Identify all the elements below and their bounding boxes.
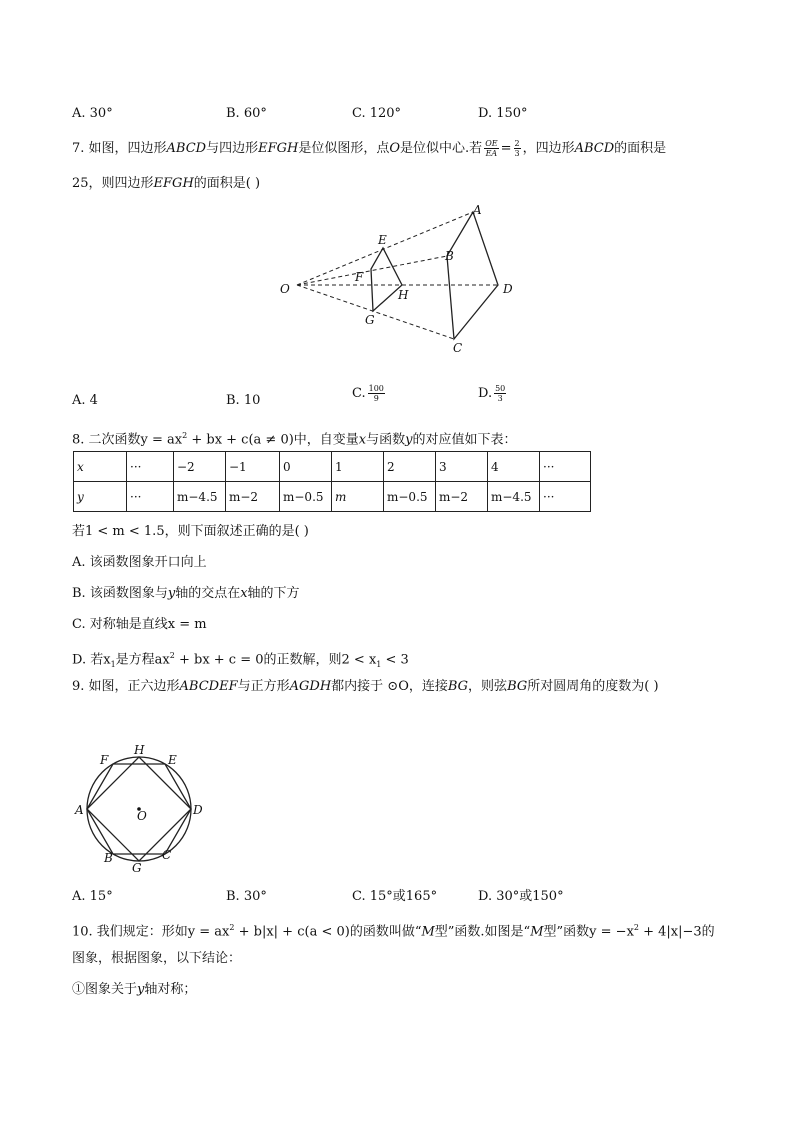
q10-text: 轴对称；: [144, 982, 197, 997]
q7-stem-line2: [72, 174, 260, 194]
subscript: 1: [110, 659, 116, 669]
subscript: 1: [376, 659, 382, 669]
q8-option-b: [72, 584, 300, 604]
q7-option-d: [478, 384, 508, 404]
q7-option-b: B. 10: [226, 393, 261, 408]
q9-text: 与正方形: [237, 679, 290, 694]
q9-inscribed-figure: [70, 735, 220, 875]
q8-text: 是方程ax: [115, 652, 170, 668]
frac-denominator: EA: [485, 149, 498, 158]
q8-option-d: [72, 646, 409, 675]
label-g: G: [365, 313, 375, 327]
q10-stem-line2: 图象，根据图象，以下结论：: [72, 951, 242, 966]
q10-text: ①图象关于: [72, 982, 138, 997]
exponent: 2: [182, 431, 188, 440]
q9-hexagon-name: ABCDEF: [179, 679, 238, 694]
frac-denominator: 9: [373, 394, 379, 403]
q8-text: 与函数: [366, 432, 406, 448]
label-d: D: [503, 282, 513, 296]
table-cell: m−4.5: [488, 482, 540, 512]
exponent: 2: [229, 923, 235, 932]
q9-text: 9. 如图，正六边形: [72, 679, 180, 694]
table-cell: m: [332, 482, 384, 512]
q8-value-table: [73, 451, 591, 512]
label-f: F: [100, 753, 109, 767]
q7-efgh: EFGH: [258, 141, 299, 156]
label-c: C: [453, 341, 463, 355]
q8-text: 轴的交点在: [175, 586, 241, 601]
q8-option-c: C. 对称轴是直线x = m: [72, 617, 207, 632]
q10-text: 10. 我们规定：形如y = ax: [72, 924, 230, 940]
label-d: D: [193, 803, 203, 817]
q8-text: 的对应值如下表：: [412, 432, 517, 448]
frac-denominator: 3: [497, 394, 503, 403]
label-a: A: [473, 203, 482, 217]
table-cell: x: [74, 452, 127, 482]
q7-text: 与四边形: [206, 141, 259, 156]
q9-chord: BG: [507, 679, 528, 694]
var-x: x: [358, 432, 367, 448]
q7-text: 7. 如图，四边形: [72, 141, 167, 156]
q8-text: < 3: [381, 652, 409, 668]
q10-m-type: M: [530, 924, 544, 940]
q7-text: ，四边形: [522, 141, 575, 156]
frac-numerator: 2: [514, 139, 520, 148]
q9-option-a: A. 15°: [72, 889, 113, 904]
q8-option-a: A. 该函数图象开口向上: [72, 555, 207, 570]
q7-fraction-oe-ea: [484, 139, 498, 158]
q7-efgh: EFGH: [153, 176, 194, 191]
ray-oc: [297, 285, 454, 339]
q9-text: 所对圆周角的度数为( ): [527, 679, 659, 694]
label-o: O: [137, 809, 147, 823]
label-a: A: [75, 803, 84, 817]
label-b: B: [104, 851, 113, 865]
frac-numerator: OE: [485, 139, 498, 148]
table-cell: ···: [127, 452, 174, 482]
label-g: G: [132, 861, 142, 875]
frac-numerator: 50: [495, 384, 506, 393]
q10-stem-line1: [72, 918, 715, 942]
table-cell: 4: [488, 452, 540, 482]
table-cell: 3: [436, 452, 488, 482]
q8-text: D. 若x: [72, 652, 111, 668]
q7-fraction-ratio: [514, 139, 521, 158]
q8-condition: 若1 < m < 1.5，则下面叙述正确的是( ): [72, 524, 309, 539]
q9-square-name: AGDH: [289, 679, 332, 694]
frac-denominator: 3: [514, 149, 520, 158]
q10-text: 型”函数.如图是“: [434, 924, 531, 940]
table-cell: m−0.5: [384, 482, 436, 512]
table-cell: ···: [540, 452, 591, 482]
table-row-x: [74, 452, 591, 482]
option-fraction: [494, 384, 506, 403]
table-cell: m−2: [226, 482, 280, 512]
table-cell: y: [74, 482, 127, 512]
q6-option-d: D. 150°: [478, 106, 528, 121]
q9-chord: BG: [447, 679, 469, 694]
q9-text: 都内接于 ⊙O，连接: [331, 679, 448, 694]
table-cell: −2: [174, 452, 226, 482]
q8-text: + bx + c = 0的正数解，则2 < x: [174, 652, 377, 668]
option-fraction: [368, 384, 385, 403]
table-cell: ···: [540, 482, 591, 512]
q9-option-c: C. 15°或165°: [352, 889, 438, 904]
q7-option-a: A. 4: [72, 393, 98, 408]
table-cell: m−2: [436, 482, 488, 512]
q6-option-a: A. 30°: [72, 106, 113, 121]
q7-abcd: ABCD: [574, 141, 615, 156]
q10-conclusion-1: [72, 980, 196, 1000]
exponent: 2: [633, 923, 639, 932]
q9-option-b: B. 30°: [226, 889, 267, 904]
label-o: O: [280, 282, 290, 296]
equals-sign: =: [500, 141, 512, 156]
q7-text: 25，则四边形: [72, 176, 154, 191]
var-y: y: [137, 982, 145, 997]
option-prefix: C.: [352, 386, 366, 401]
q7-text: 的面积是( ): [193, 176, 261, 191]
q7-text: 是位似中心.若: [400, 141, 483, 156]
q7-stem-line1: [72, 139, 666, 159]
q7-o: O: [389, 141, 401, 156]
q6-option-c: C. 120°: [352, 106, 402, 121]
q7-option-c: [352, 384, 387, 404]
q7-homothety-figure: [270, 198, 530, 358]
label-f: F: [355, 270, 364, 284]
q10-text: + 4|x|−3的: [639, 924, 715, 940]
q7-abcd: ABCD: [166, 141, 207, 156]
label-e: E: [378, 233, 387, 247]
q9-stem: [72, 677, 659, 697]
table-cell: −1: [226, 452, 280, 482]
q8-text: 8. 二次函数y = ax: [72, 432, 183, 448]
label-h: H: [134, 743, 145, 757]
q10-text: 型”函数y = −x: [543, 924, 634, 940]
label-c: C: [162, 848, 172, 862]
q10-text: + b|x| + c(a < 0)的函数叫做“: [234, 924, 422, 940]
q8-stem: [72, 426, 517, 450]
label-e: E: [168, 753, 177, 767]
table-cell: 1: [332, 452, 384, 482]
label-h: H: [398, 288, 409, 302]
q8-text: + bx + c(a ≠ 0)中，自变量: [187, 432, 359, 448]
table-cell: 0: [280, 452, 332, 482]
exponent: 2: [169, 651, 175, 660]
quad-abcd: [447, 212, 498, 339]
q9-option-d: D. 30°或150°: [478, 889, 564, 904]
q7-text: 的面积是: [614, 141, 667, 156]
table-cell: 2: [384, 452, 436, 482]
q8-text: 轴的下方: [247, 586, 300, 601]
var-y: y: [405, 432, 413, 448]
frac-numerator: 100: [368, 384, 384, 393]
label-b: B: [445, 249, 454, 263]
q9-text: ，则弦: [468, 679, 508, 694]
q6-option-b: B. 60°: [226, 106, 267, 121]
q10-m-type: M: [421, 924, 435, 940]
q8-text: B. 该函数图象与: [72, 586, 168, 601]
table-row-y: [74, 482, 591, 512]
option-prefix: D.: [478, 386, 493, 401]
table-cell: m−0.5: [280, 482, 332, 512]
q7-text: 是位似图形，点: [298, 141, 390, 156]
table-cell: ···: [127, 482, 174, 512]
var-y: y: [167, 586, 176, 601]
table-cell: m−4.5: [174, 482, 226, 512]
var-x: x: [240, 586, 248, 601]
